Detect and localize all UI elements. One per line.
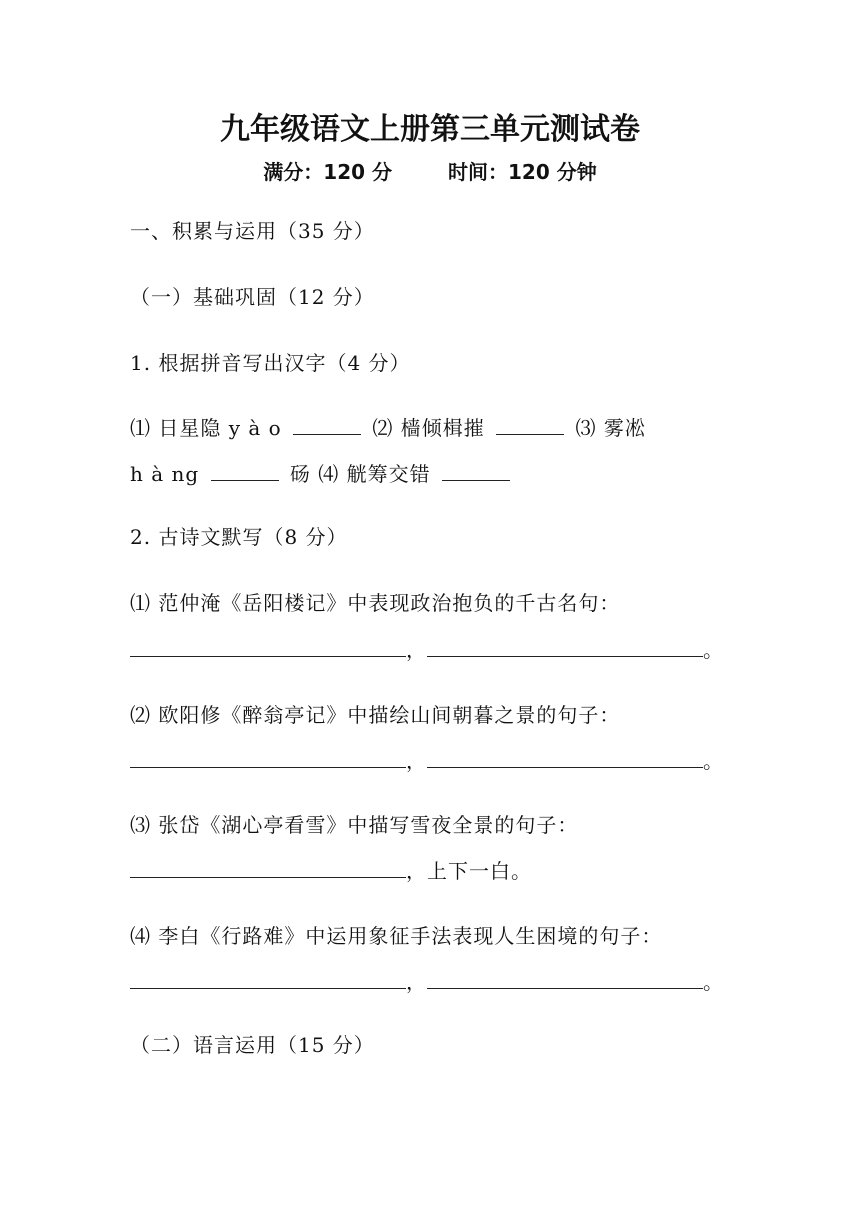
- question-heading: 1. 根据拼音写出汉字（4 分）: [130, 351, 411, 375]
- answer-blank[interactable]: [427, 749, 703, 768]
- answer-blank[interactable]: [442, 462, 510, 481]
- recitation-prompt: ⑶ 张岱《湖心亭看雪》中描写雪夜全景的句子：: [130, 813, 579, 837]
- section-heading: 一、积累与运用（35 分）: [130, 219, 375, 243]
- answer-blank[interactable]: [496, 416, 564, 435]
- pinyin-line-2: h à ng 砀 ⑷ 觥筹交错: [130, 462, 514, 486]
- recitation-answer-line: ， 。: [130, 749, 724, 773]
- recitation-prompt: ⑴ 范仲淹《岳阳楼记》中表现政治抱负的千古名句：: [130, 591, 621, 615]
- recitation-answer-line: ， 。: [130, 638, 724, 662]
- page-title: 九年级语文上册第三单元测试卷: [220, 112, 640, 147]
- full-score: 满分：120 分: [263, 160, 392, 184]
- exam-time: 时间：120 分钟: [448, 160, 597, 184]
- exam-info: [0, 158, 860, 186]
- answer-blank[interactable]: [130, 859, 406, 878]
- answer-blank[interactable]: [211, 462, 279, 481]
- pinyin-line-1: ⑴ 日星隐 y à o ⑵ 樯倾楫摧 ⑶ 雾凇: [130, 416, 646, 440]
- recitation-prompt: ⑷ 李白《行路难》中运用象征手法表现人生困境的句子：: [130, 924, 663, 948]
- answer-blank[interactable]: [293, 416, 361, 435]
- recitation-answer-line: ， 。: [130, 970, 724, 994]
- answer-blank[interactable]: [130, 749, 406, 768]
- answer-blank[interactable]: [130, 970, 406, 989]
- answer-blank[interactable]: [427, 970, 703, 989]
- answer-blank[interactable]: [427, 638, 703, 657]
- answer-blank[interactable]: [130, 638, 406, 657]
- recitation-prompt: ⑵ 欧阳修《醉翁亭记》中描绘山间朝暮之景的句子：: [130, 703, 621, 727]
- question-heading: 2. 古诗文默写（8 分）: [130, 525, 348, 549]
- subsection-heading: （二）语言运用（15 分）: [130, 1033, 375, 1057]
- subsection-heading: （一）基础巩固（12 分）: [130, 285, 375, 309]
- recitation-answer-line: ，上下一白。: [130, 859, 532, 883]
